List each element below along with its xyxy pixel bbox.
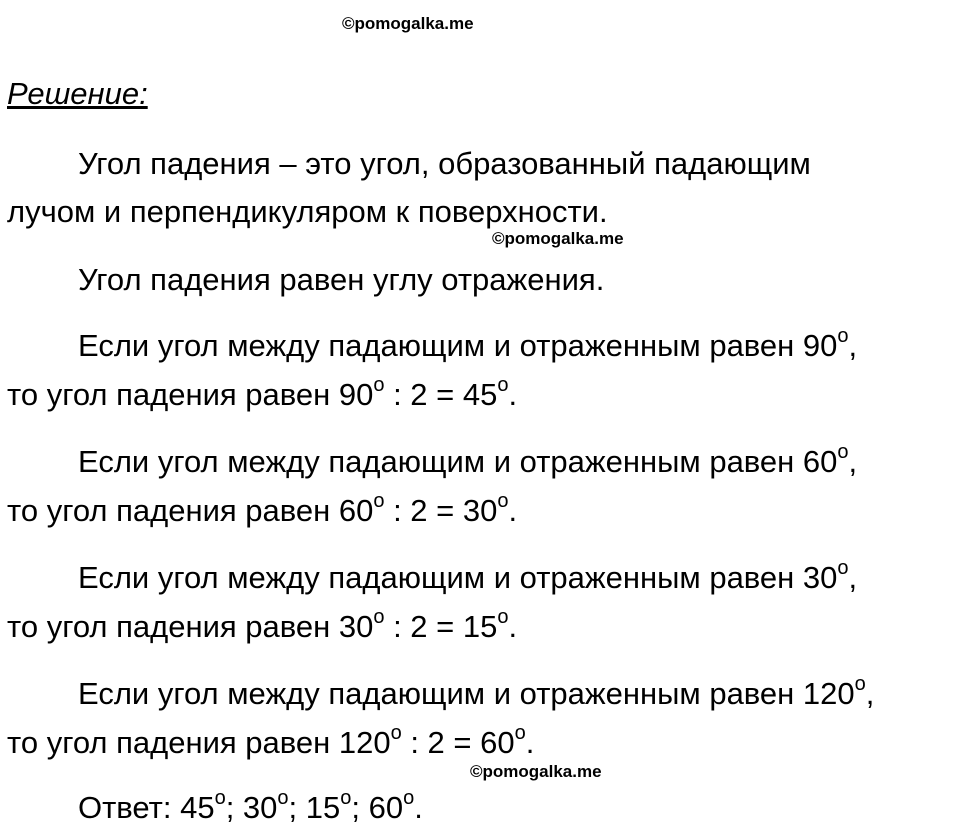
solution-heading: Решение:: [7, 76, 148, 111]
case-line2: то угол падения равен $120^о$ : $2 = 60^о$.: [7, 722, 535, 760]
answer-line: Ответ: $45^о$; $30^о$; $15^о$; $60^о$.: [78, 787, 423, 825]
case-line1: Если угол между падающим и отраженным равен $30^о$,: [78, 557, 858, 595]
watermark-bottom: ©pomogalka.me: [470, 762, 602, 781]
case-line2: то угол падения равен $90^о$ : $2 = 45^о$.: [7, 374, 518, 412]
case-line1: Если угол между падающим и отраженным равен $120^о$,: [78, 673, 875, 711]
paragraph1-line1: Угол падения – это угол, образованный падающим: [78, 146, 811, 181]
case-line1: Если угол между падающим и отраженным равен $60^о$,: [78, 441, 858, 479]
case-line1: Если угол между падающим и отраженным равен $90^о$,: [78, 325, 858, 363]
case-line2: то угол падения равен $30^о$ : $2 = 15^о$.: [7, 606, 518, 644]
case-line2: то угол падения равен $60^о$ : $2 = 30^о$.: [7, 490, 518, 528]
paragraph2: Угол падения равен углу отражения.: [78, 262, 605, 297]
answer-label: Ответ:: [78, 790, 181, 825]
watermark-top: ©pomogalka.me: [342, 14, 474, 33]
watermark-middle: ©pomogalka.me: [492, 229, 624, 248]
paragraph1-line2: лучом и перпендикуляром к поверхности.: [7, 194, 608, 229]
